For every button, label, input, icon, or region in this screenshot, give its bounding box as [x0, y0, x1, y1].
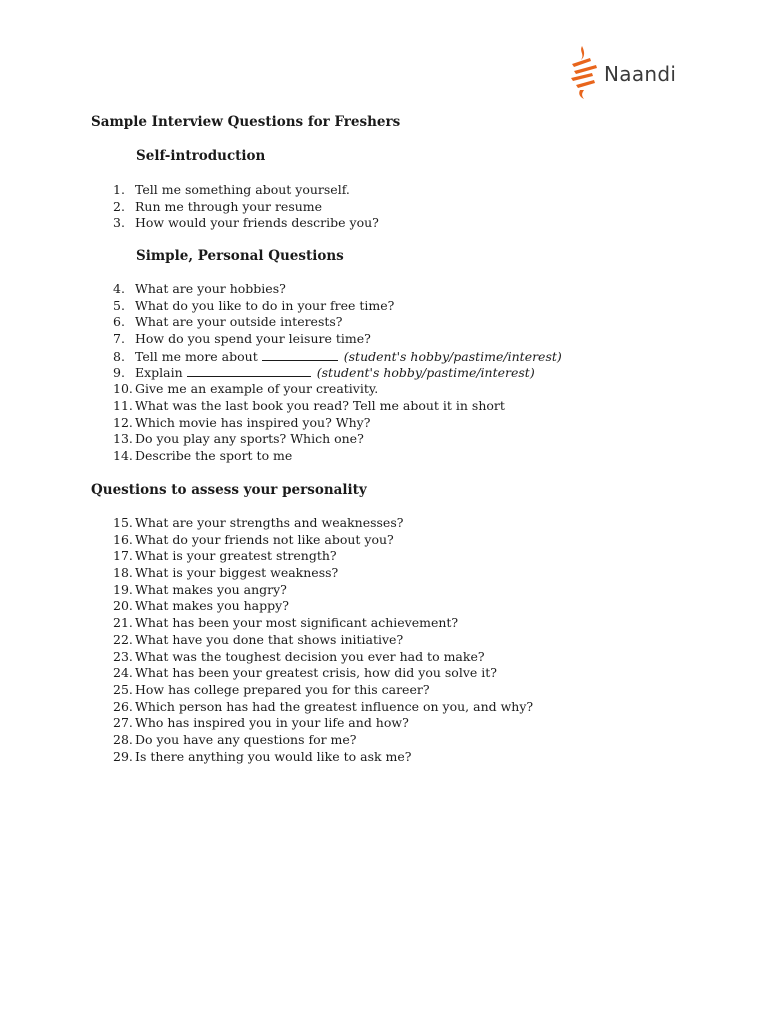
question-text: What do your friends not like about you? [135, 531, 394, 547]
question-text: How do you spend your leisure time? [135, 331, 371, 347]
question-text: Give me an example of your creativity. [135, 381, 379, 397]
question-item [91, 565, 533, 582]
question-number: 19. [113, 581, 133, 597]
question-item [91, 548, 533, 565]
question-item [91, 582, 533, 599]
question-item [91, 281, 562, 298]
question-number: 7. [113, 331, 125, 347]
question-number: 3. [113, 215, 125, 231]
question-number: 17. [113, 548, 133, 564]
question-item [91, 682, 533, 699]
question-item [91, 615, 533, 632]
question-item [91, 448, 562, 465]
question-item [91, 199, 379, 216]
question-item [91, 314, 562, 331]
question-number: 6. [113, 314, 125, 330]
question-text: Do you have any questions for me? [135, 731, 357, 747]
question-number: 9. [113, 365, 125, 381]
question-item [91, 598, 533, 615]
question-text: What is your biggest weakness? [135, 565, 339, 581]
naandi-logo [568, 44, 678, 100]
question-text: What do you like to do in your free time? [135, 297, 395, 313]
section-heading-personality: Questions to assess your personality [91, 482, 367, 498]
question-item [91, 699, 533, 716]
question-number: 16. [113, 531, 133, 547]
question-item [91, 749, 533, 766]
section-heading-personal-questions: Simple, Personal Questions [136, 248, 344, 264]
question-text: Explain [135, 365, 183, 381]
question-number: 29. [113, 748, 133, 764]
question-item [91, 348, 562, 365]
question-item [91, 632, 533, 649]
question-item [91, 381, 562, 398]
question-item [91, 215, 379, 232]
question-item [91, 715, 533, 732]
question-text: Run me through your resume [135, 198, 323, 214]
question-text: Which person has had the greatest influence on you, and why? [135, 698, 534, 714]
flame-strokes [571, 46, 597, 99]
question-text: Tell me more about [135, 348, 258, 364]
question-number: 18. [113, 565, 133, 581]
question-number: 1. [113, 182, 125, 197]
question-item [91, 364, 562, 381]
question-item [91, 431, 562, 448]
question-text: Is there anything you would like to ask me? [135, 748, 412, 764]
question-item [91, 182, 379, 199]
question-text: What has been your most significant achievement? [135, 615, 459, 631]
question-number: 25. [113, 681, 133, 697]
question-text: What are your hobbies? [135, 281, 286, 296]
question-text: What was the last book you read? Tell me about it in short [135, 397, 505, 413]
question-number: 20. [113, 598, 133, 614]
question-text: What makes you happy? [135, 598, 289, 614]
question-list-self-introduction [91, 182, 379, 232]
question-item [91, 665, 533, 682]
question-number: 28. [113, 731, 133, 747]
question-list-personality [91, 515, 533, 765]
question-number: 21. [113, 615, 133, 631]
question-text: What was the toughest decision you ever had to make? [135, 648, 485, 664]
question-number: 5. [113, 297, 125, 313]
question-number: 12. [113, 414, 133, 430]
question-text: What is your greatest strength? [135, 548, 337, 564]
question-number: 22. [113, 631, 133, 647]
question-number: 13. [113, 431, 133, 447]
question-item [91, 398, 562, 415]
question-number: 10. [113, 381, 133, 397]
question-hint: (student's hobby/pastime/interest) [316, 365, 535, 381]
question-text: Tell me something about yourself. [135, 182, 350, 197]
question-number: 14. [113, 447, 133, 463]
question-item [91, 331, 562, 348]
fill-in-blank [187, 364, 311, 377]
question-text: What makes you angry? [135, 581, 287, 597]
question-number: 11. [113, 397, 133, 413]
question-text: What are your outside interests? [135, 314, 343, 330]
question-number: 26. [113, 698, 133, 714]
question-number: 15. [113, 515, 133, 530]
section-heading-self-introduction: Self-introduction [136, 148, 266, 164]
question-item [91, 732, 533, 749]
question-item [91, 532, 533, 549]
question-item [91, 649, 533, 666]
question-text: Do you play any sports? Which one? [135, 431, 364, 447]
question-list-personal [91, 281, 562, 465]
question-number: 2. [113, 198, 125, 214]
logo-wordmark: Naandi [604, 62, 677, 86]
flame-emblem-icon [568, 44, 608, 100]
question-item [91, 298, 562, 315]
question-text: What has been your greatest crisis, how did you solve it? [135, 665, 497, 681]
question-number: 8. [113, 348, 125, 364]
question-number: 23. [113, 648, 133, 664]
question-text: What have you done that shows initiative? [135, 631, 404, 647]
question-number: 4. [113, 281, 125, 296]
question-text: How has college prepared you for this career? [135, 681, 430, 697]
question-number: 24. [113, 665, 133, 681]
question-text: What are your strengths and weaknesses? [135, 515, 404, 530]
question-text: How would your friends describe you? [135, 215, 379, 231]
question-hint: (student's hobby/pastime/interest) [343, 348, 562, 364]
question-text: Describe the sport to me [135, 447, 293, 463]
question-number: 27. [113, 715, 133, 731]
question-text: Who has inspired you in your life and how? [135, 715, 409, 731]
fill-in-blank [262, 348, 338, 361]
question-text: Which movie has inspired you? Why? [135, 414, 371, 430]
question-item [91, 515, 533, 532]
document-title: Sample Interview Questions for Freshers [91, 114, 401, 130]
question-item [91, 415, 562, 432]
